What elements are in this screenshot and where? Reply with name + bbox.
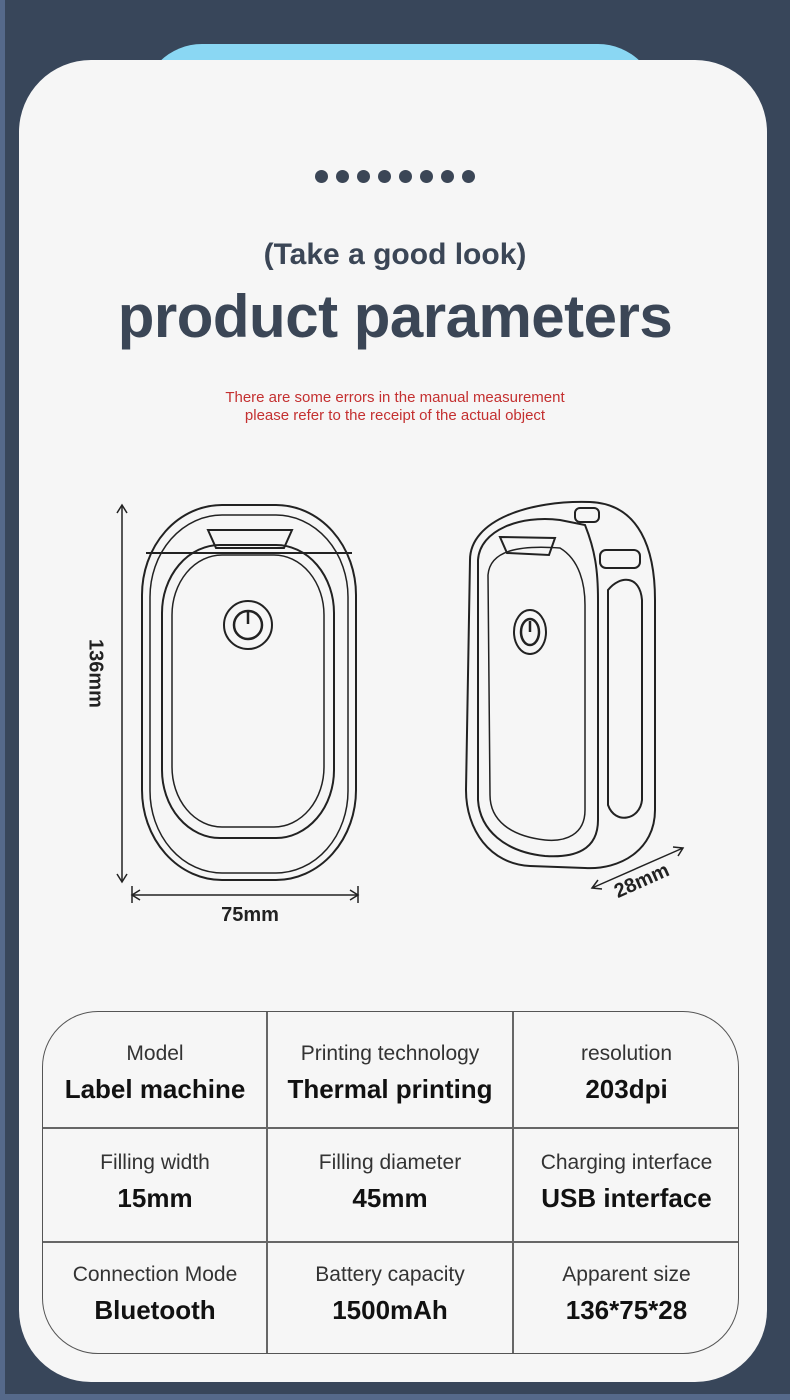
param-label: Model (126, 1042, 184, 1065)
param-value: 1500mAh (332, 1295, 448, 1325)
param-value: Bluetooth (94, 1295, 216, 1325)
param-value: 203dpi (585, 1074, 668, 1104)
param-label: Apparent size (562, 1263, 691, 1286)
height-dimension-arrow (117, 505, 127, 882)
param-label: Charging interface (540, 1151, 713, 1174)
param-label: Filling diameter (318, 1151, 462, 1174)
width-label: 75mm (221, 904, 279, 926)
side-view-device (466, 502, 655, 868)
width-dimension-arrow (132, 886, 358, 903)
depth-label: 28mm (610, 859, 673, 903)
table-divider (43, 1241, 739, 1243)
param-value: 45mm (352, 1183, 428, 1213)
param-cell-filling-diameter (267, 1151, 513, 1214)
param-label: Battery capacity (315, 1263, 465, 1286)
param-label: resolution (580, 1042, 673, 1065)
param-value: Label machine (64, 1074, 246, 1104)
page-title: product parameters (117, 283, 673, 350)
param-cell-charging-interface (513, 1151, 739, 1214)
height-label: 136mm (84, 639, 107, 708)
param-cell-battery-capacity (267, 1263, 513, 1326)
page-edge-bottom (0, 1394, 790, 1400)
param-label: Filling width (100, 1151, 210, 1174)
param-value: Thermal printing (287, 1074, 493, 1104)
param-value: 15mm (117, 1183, 193, 1213)
param-cell-filling-width (43, 1151, 267, 1214)
param-label: Connection Mode (72, 1263, 238, 1286)
param-cell-printing-technology (267, 1042, 513, 1105)
param-cell-connection-mode (43, 1263, 267, 1326)
subtitle: (Take a good look) (263, 238, 527, 271)
front-view-device (142, 505, 356, 880)
table-divider (43, 1127, 739, 1129)
param-cell-apparent-size (513, 1263, 739, 1326)
param-label: Printing technology (300, 1042, 480, 1065)
param-value: USB interface (541, 1183, 712, 1213)
measurement-note-line1: There are some errors in the manual measurement (225, 389, 565, 406)
param-cell-resolution (513, 1042, 739, 1105)
param-cell-model (43, 1042, 267, 1105)
parameter-table (42, 1011, 739, 1354)
param-value: 136*75*28 (565, 1295, 688, 1325)
measurement-note-line2: please refer to the receipt of the actual object (244, 407, 546, 424)
